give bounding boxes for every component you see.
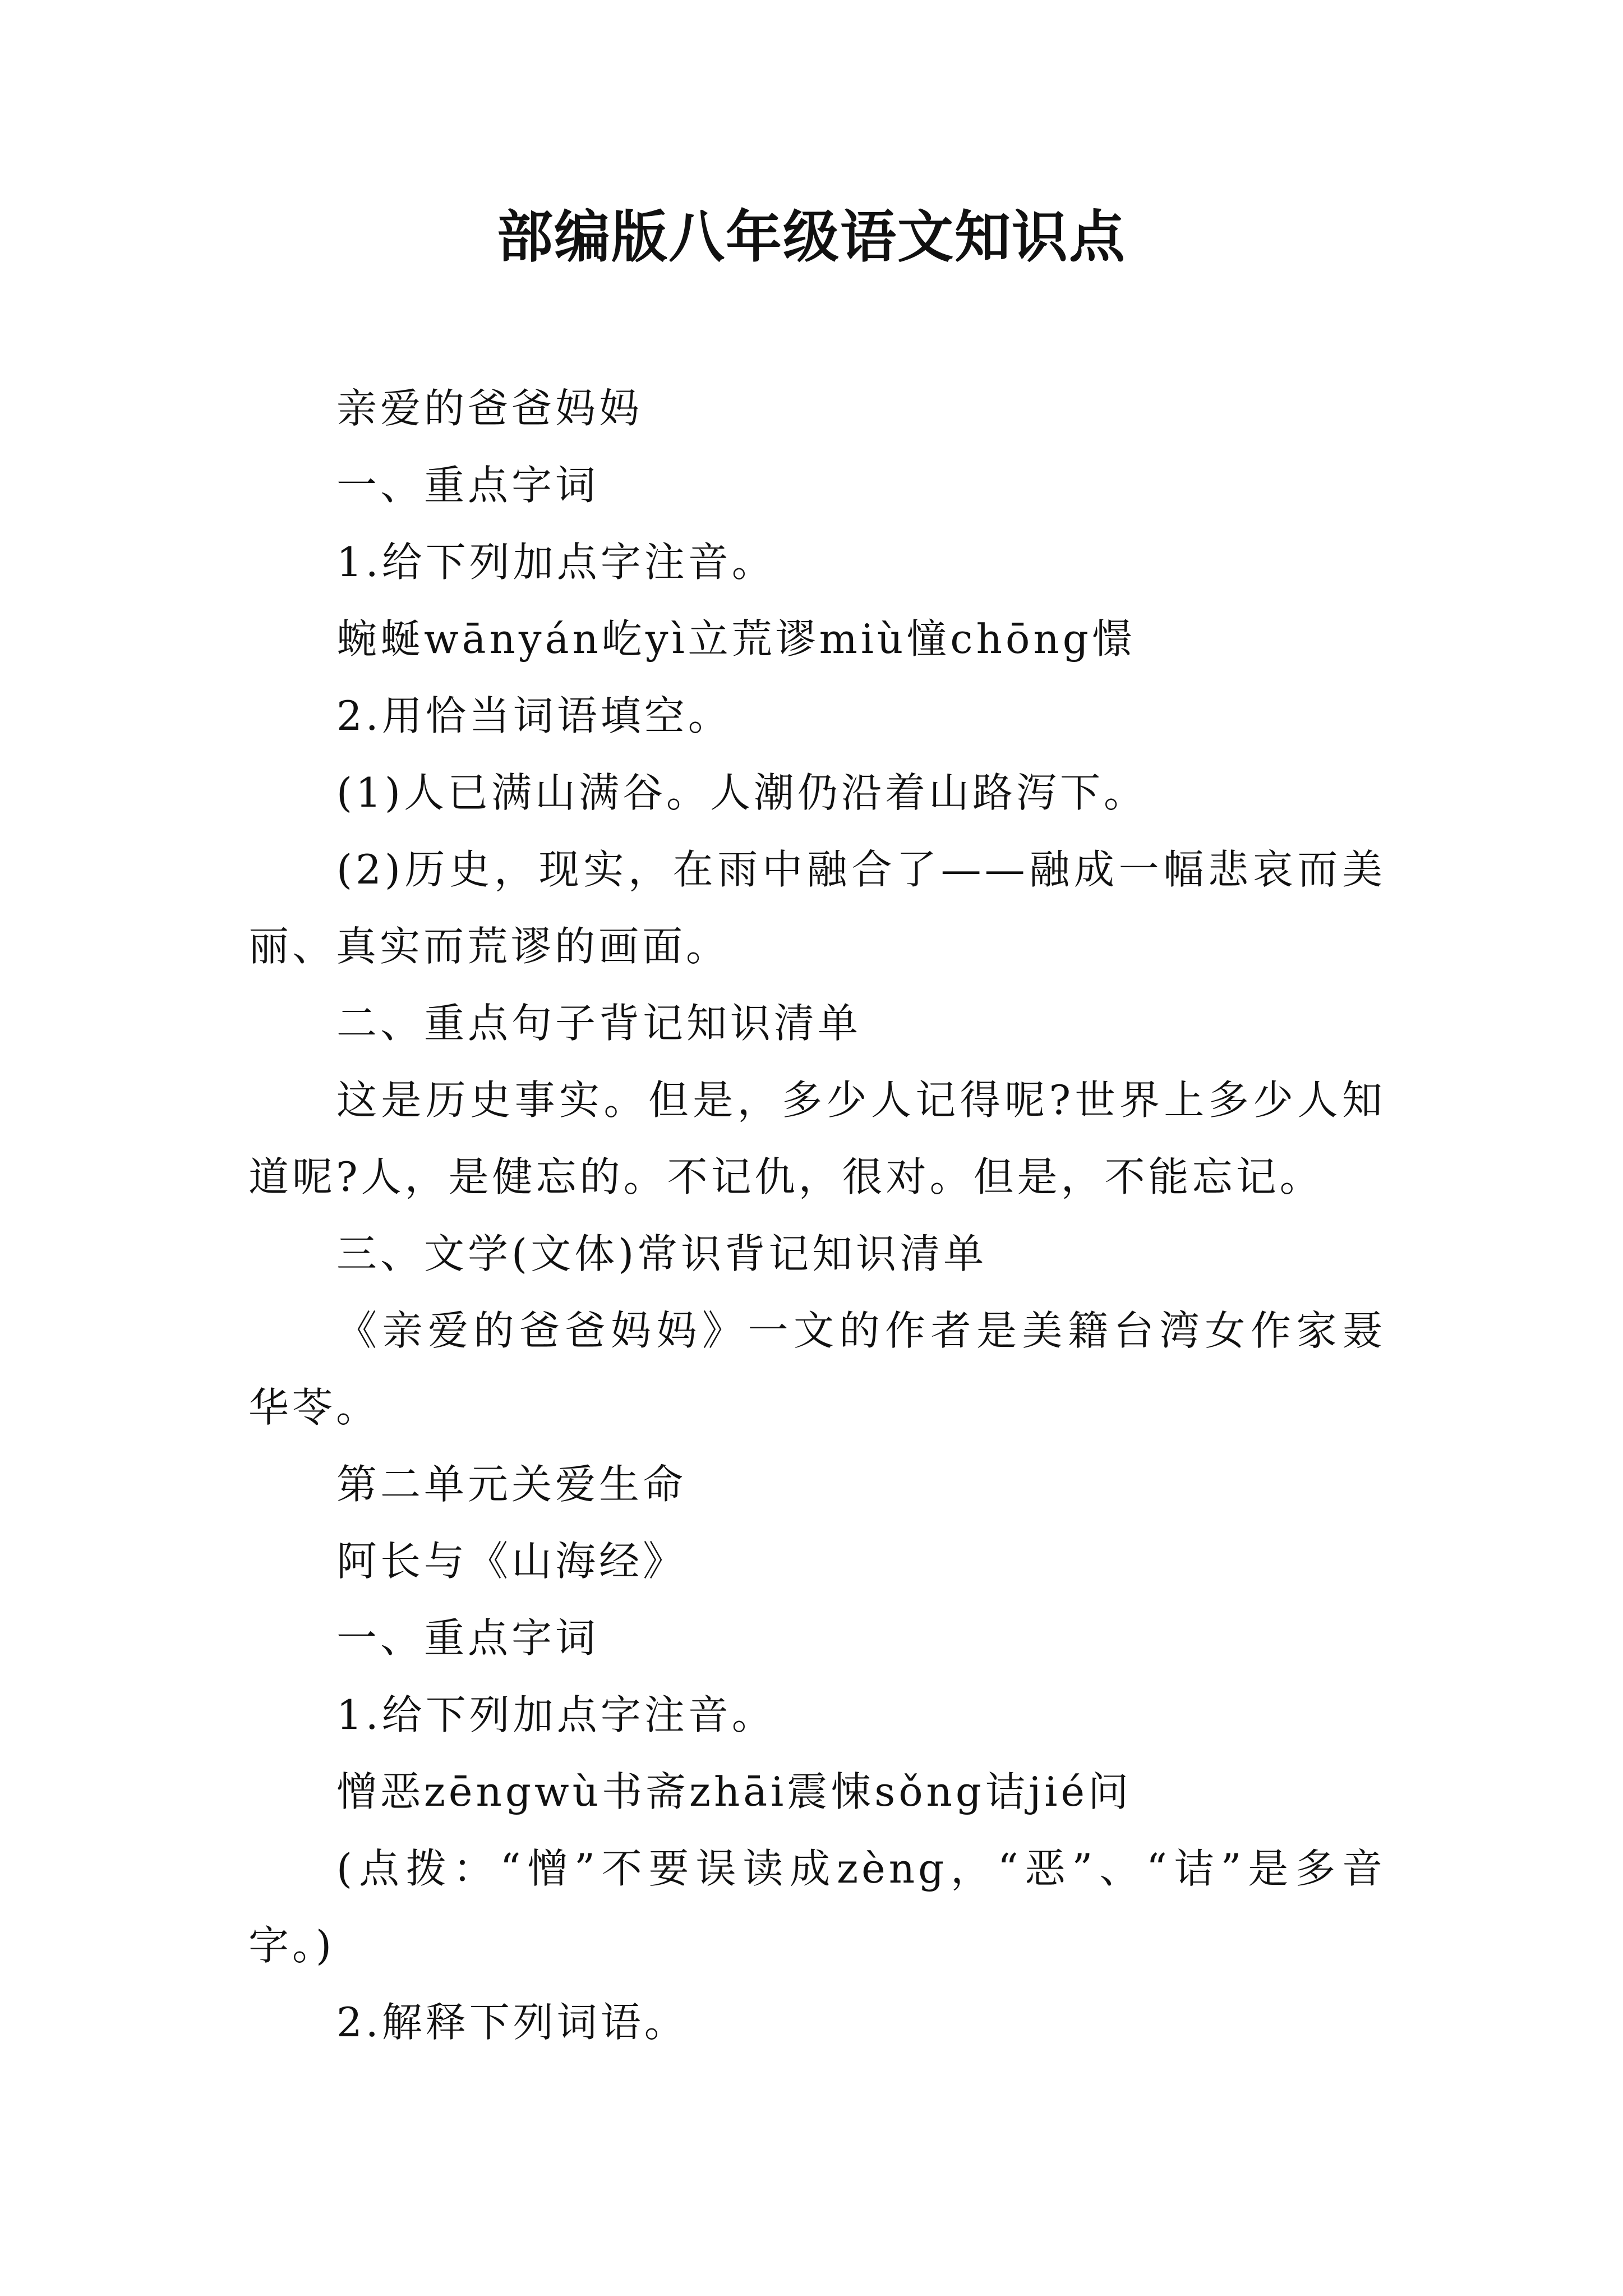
paragraph-pinyin-1: 蜿蜒wānyán屹yì立荒谬miù憧chōng憬: [336, 615, 1136, 662]
section-heading-key-words: 一、重点字词: [336, 462, 600, 509]
document-title: 部编版八年级语文知识点: [497, 204, 1126, 270]
paragraph-question-2: 2.用恰当词语填空。: [336, 692, 732, 739]
paragraph-question-1: 1.给下列加点字注音。: [336, 539, 776, 586]
paragraph-hint: (点拨：“憎”不要误读成zèng，“恶”、“诘”是多音字。): [248, 1845, 1386, 1969]
paragraph-pinyin-2: 憎恶zēngwù书斋zhāi震悚sǒng诘jié问: [336, 1768, 1132, 1815]
paragraph-question-2b: 2.解释下列词语。: [336, 1999, 688, 2046]
paragraph-fill-2: (2)历史，现实，在雨中融合了——融成一幅悲哀而美丽、真实而荒谬的画面。: [248, 846, 1386, 970]
paragraph-author: 《亲爱的爸爸妈妈》一文的作者是美籍台湾女作家聂华苓。: [248, 1307, 1386, 1431]
section-heading-key-sentences: 二、重点句子背记知识清单: [336, 1000, 862, 1047]
paragraph-key-sentences: 这是历史事实。但是，多少人记得呢?世界上多少人知道呢?人，是健忘的。不记仇，很对。但是，不能忘记。: [248, 1076, 1386, 1200]
document-body: [248, 370, 1386, 2061]
paragraph-article-title: 亲爱的爸爸妈妈: [336, 385, 643, 432]
paragraph-fill-1: (1)人已满山满谷。人潮仍沿着山路泻下。: [336, 769, 1147, 816]
section-heading-literature: 三、文学(文体)常识背记知识清单: [336, 1230, 988, 1277]
paragraph-question-1b: 1.给下列加点字注音。: [336, 1691, 776, 1738]
paragraph-article-title-2: 阿长与《山海经》: [336, 1538, 687, 1585]
section-heading-key-words-2: 一、重点字词: [336, 1614, 600, 1662]
unit-heading: 第二单元关爱生命: [336, 1461, 687, 1508]
